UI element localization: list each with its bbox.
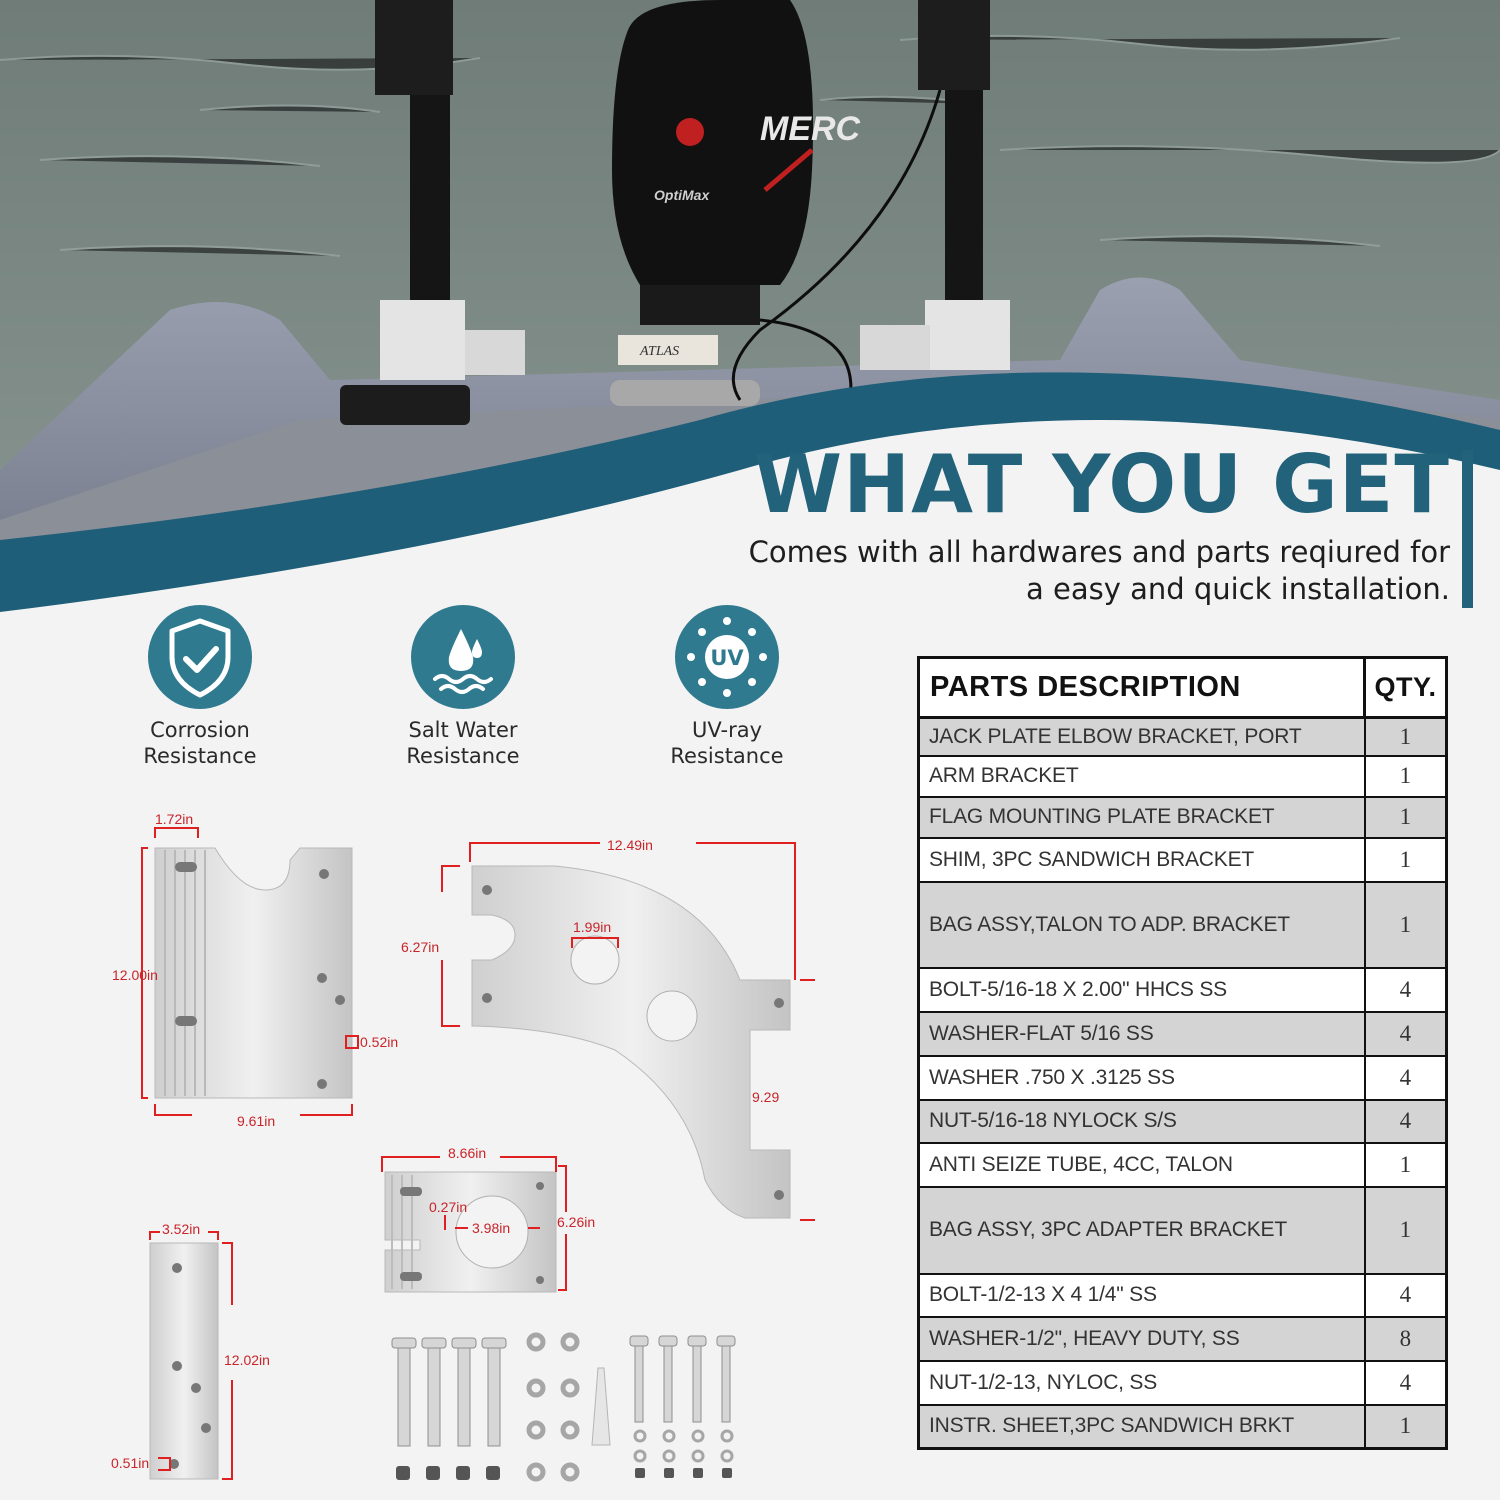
part-description: ARM BRACKET (919, 756, 1365, 797)
part-description: WASHER-FLAT 5/16 SS (919, 1012, 1365, 1056)
table-row (919, 718, 1447, 756)
table-row (919, 756, 1447, 797)
dim-elbow-hole: 0.52in (360, 1034, 399, 1050)
part-qty: 4 (1365, 1361, 1447, 1405)
parts-table (917, 656, 1448, 1450)
accent-bar (1462, 450, 1473, 608)
nuts-5-16 (396, 1466, 500, 1480)
feature-label: Corrosion (150, 718, 250, 742)
table-row (919, 1012, 1447, 1056)
feature-salt-water (363, 605, 563, 769)
feature-label: Resistance (670, 744, 784, 768)
anti-seize-tube (592, 1368, 610, 1445)
subtitle-line: Comes with all hardwares and parts reqiured for (748, 535, 1450, 569)
table-row (919, 797, 1447, 838)
feature-label: Salt Water (408, 718, 518, 742)
washers (529, 1335, 577, 1479)
feature-label: Resistance (406, 744, 520, 768)
uv-sun-icon (675, 605, 779, 709)
header-qty: QTY. (1365, 658, 1447, 718)
part-qty: 1 (1365, 1187, 1447, 1274)
table-row (919, 882, 1447, 968)
table-row (919, 1317, 1447, 1361)
arm-bracket (472, 866, 790, 1218)
table-row (919, 1405, 1447, 1449)
shield-check-icon (148, 605, 252, 709)
part-qty: 4 (1365, 1012, 1447, 1056)
uv-icon-text: UV (710, 646, 744, 670)
dim-elbow-width: 9.61in (237, 1113, 276, 1129)
table-row (919, 838, 1447, 882)
engine-model-text: OptiMax (654, 187, 710, 203)
feature-label: UV-ray (691, 718, 762, 742)
table-header-row (919, 658, 1447, 718)
subtitle-line: a easy and quick installation. (1025, 572, 1450, 606)
feature-corrosion (100, 605, 300, 769)
part-description: BAG ASSY,TALON TO ADP. BRACKET (919, 882, 1365, 968)
part-qty: 1 (1365, 756, 1447, 797)
water-drop-icon (411, 605, 515, 709)
elbow-bracket (155, 848, 352, 1098)
part-description: JACK PLATE ELBOW BRACKET, PORT (919, 718, 1365, 756)
dim-plate-width: 8.66in (448, 1145, 487, 1161)
page-subtitle (749, 534, 1450, 608)
header-description: PARTS DESCRIPTION (919, 658, 1365, 718)
dim-shim-width: 3.52in (162, 1221, 201, 1237)
dim-plate-height: 6.26in (557, 1214, 596, 1230)
table-row (919, 1100, 1447, 1143)
dim-arm-width: 12.49in (607, 837, 653, 853)
dim-arm-left-height: 6.27in (401, 939, 440, 955)
part-description: BOLT-1/2-13 X 4 1/4" SS (919, 1274, 1365, 1317)
part-qty: 4 (1365, 1100, 1447, 1143)
table-row (919, 1361, 1447, 1405)
table-row (919, 1274, 1447, 1317)
right-post (945, 90, 983, 320)
table-row (919, 1143, 1447, 1187)
dim-arm-hole: 1.99in (573, 919, 612, 935)
part-description: BAG ASSY, 3PC ADAPTER BRACKET (919, 1187, 1365, 1274)
feature-label: Resistance (143, 744, 257, 768)
dim-elbow-width-top: 1.72in (155, 811, 194, 827)
dim-shim-height: 12.02in (224, 1352, 270, 1368)
part-description: WASHER-1/2", HEAVY DUTY, SS (919, 1317, 1365, 1361)
page-title: WHAT YOU GET (753, 438, 1450, 531)
dim-elbow-height: 12.00in (112, 967, 158, 983)
feature-uv (627, 605, 827, 769)
engine-brand-text: MERC (760, 110, 861, 148)
plate-text: ATLAS (640, 344, 680, 359)
bolts-5-16 (392, 1338, 506, 1446)
parts-diagram (100, 800, 840, 1500)
table-row (919, 968, 1447, 1012)
part-qty: 1 (1365, 1405, 1447, 1449)
part-qty: 4 (1365, 1056, 1447, 1100)
flag-mounting-plate (385, 1172, 556, 1292)
left-post (410, 90, 450, 320)
table-row (919, 1056, 1447, 1100)
part-description: NUT-5/16-18 NYLOCK S/S (919, 1100, 1365, 1143)
part-qty: 4 (1365, 1274, 1447, 1317)
part-qty: 1 (1365, 1143, 1447, 1187)
part-description: INSTR. SHEET,3PC SANDWICH BRKT (919, 1405, 1365, 1449)
table-row (919, 1187, 1447, 1274)
part-description: BOLT-5/16-18 X 2.00" HHCS SS (919, 968, 1365, 1012)
part-qty: 1 (1365, 797, 1447, 838)
part-description: SHIM, 3PC SANDWICH BRACKET (919, 838, 1365, 882)
part-qty: 1 (1365, 838, 1447, 882)
part-qty: 4 (1365, 968, 1447, 1012)
bolts-1-2 (630, 1336, 735, 1422)
part-description: FLAG MOUNTING PLATE BRACKET (919, 797, 1365, 838)
dim-plate-slot: 0.27in (429, 1199, 468, 1215)
dim-plate-center: 3.98in (472, 1220, 511, 1236)
headline-block (749, 440, 1450, 608)
part-description: ANTI SEIZE TUBE, 4CC, TALON (919, 1143, 1365, 1187)
part-qty: 8 (1365, 1317, 1447, 1361)
part-qty: 1 (1365, 882, 1447, 968)
dim-arm-right-height: 9.29 (752, 1089, 780, 1105)
part-description: NUT-1/2-13, NYLOC, SS (919, 1361, 1365, 1405)
part-description: WASHER .750 X .3125 SS (919, 1056, 1365, 1100)
shim-plate (150, 1243, 218, 1479)
part-qty: 1 (1365, 718, 1447, 756)
dim-shim-hole: 0.51in (111, 1455, 150, 1471)
